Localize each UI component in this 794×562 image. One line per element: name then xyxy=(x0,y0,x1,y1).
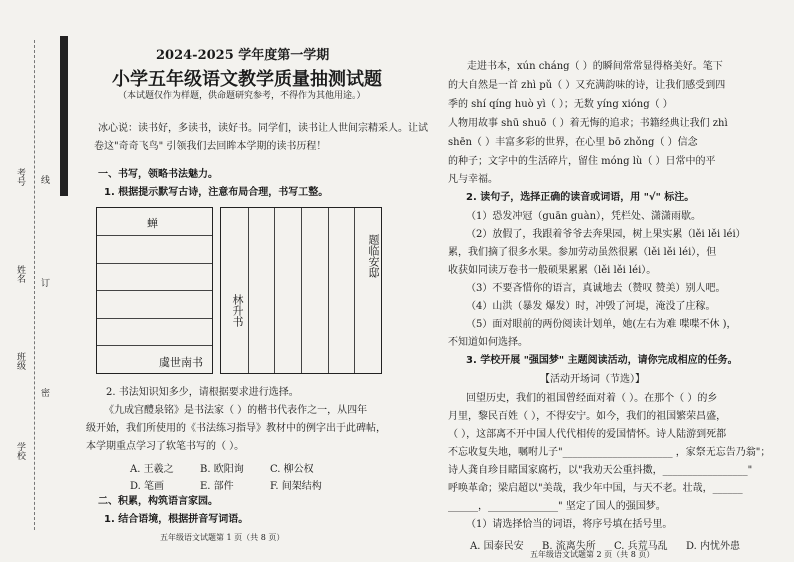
activity-line-5: 诗人龚自珍目睹国家腐朽，以"我劝天公重抖擞，_________________" xyxy=(448,465,753,476)
sentence-5-line-2: 不知道如何选择。 xyxy=(448,337,528,348)
writing-grid-poem-2[interactable] xyxy=(220,207,382,374)
page-1-footer: 五年级语文试题第 1 页（共 8 页） xyxy=(160,533,285,542)
section-2-heading: 二、积累，构筑语言家园。 xyxy=(98,496,218,507)
sentence-1: （1）恐发冲冠（guān guàn），凭栏处、潇潇雨歇。 xyxy=(466,211,702,222)
activity-line-6: 呼唤革命；梁启超以"美哉，我少年中国，与天不老。壮哉，______ xyxy=(448,483,743,494)
question-3-prompt: 3. 学校开展 "强国梦" 主题阅读活动，请你完成相应的任务。 xyxy=(466,355,738,366)
option-c[interactable]: C. 柳公权 xyxy=(270,464,314,475)
pinyin-para-line-3: 季的 shí qíng huò yì（ ）；无数 yíng xióng（ ） xyxy=(448,99,673,110)
exam-note: （本试题仅作为样题，供命题研究参考，不得作为其他用途。） xyxy=(118,91,366,101)
option-a[interactable]: A. 国泰民安 xyxy=(470,541,524,552)
sentence-3: （3）不要吝惜你的语言，真诚地去（赞叹 赞美）别人吧。 xyxy=(466,283,726,294)
option-d[interactable]: D. 内忧外患 xyxy=(686,541,741,552)
class-label: 班级 xyxy=(15,352,25,370)
poem-1-author: 虞世南书 xyxy=(159,356,203,369)
option-a[interactable]: A. 王羲之 xyxy=(130,464,174,475)
exam-title: 小学五年级语文教学质量抽测试题 xyxy=(112,69,382,90)
name-label: 姓名 xyxy=(15,265,25,283)
sentence-2-line-2: 累，我们摘了很多水果。参加劳动虽然很累（lěi lěi léi），但 xyxy=(448,247,717,258)
exam-number-label: 考号 xyxy=(15,168,25,186)
grid-row-line xyxy=(97,290,212,291)
pinyin-para-line-4: 人物用故事 shū shuō（ ）着无悔的追求；书籍经典让我们 zhì xyxy=(448,118,728,129)
question-2-line-2: 级开始，我们所使用的《书法练习指导》教材中的例字出于此碑帖， xyxy=(86,423,386,434)
poem-2-title: 题临安邸 xyxy=(367,234,380,278)
option-f[interactable]: F. 间架结构 xyxy=(270,481,322,492)
pinyin-para-line-2: 的大自然是一首 zhì pǔ（ ）又充满韵味的诗，让我们感受到四 xyxy=(448,80,726,91)
pinyin-para-line-6: 的种子；文字中的生活碎片，留住 móng lù（ ）日常中的平 xyxy=(448,156,716,167)
activity-line-7: ______，______________" 坚定了国人的强国梦。 xyxy=(448,501,666,512)
option-b[interactable]: B. 欧阳询 xyxy=(200,464,244,475)
activity-line-1: 回望历史，我们的祖国曾经面对着（ ）。在那个（ ）的乡 xyxy=(466,393,718,404)
sentence-2-line-1: （2）放假了，我跟着爷爷去奔果园，树上果实累（lěi lěi léi） xyxy=(466,229,746,240)
fold-line xyxy=(34,40,35,530)
option-e[interactable]: E. 部件 xyxy=(200,481,234,492)
line-mark-ding: 订 xyxy=(39,278,49,287)
intro-line-1: 冰心说：读书好，多读书，读好书。同学们，读书让人世间宗精采人。让试 xyxy=(98,123,428,134)
intro-line-2: 卷这"奇奇飞鸟" 引领我们去回眸本学期的读书历程！ xyxy=(94,141,327,152)
grid-col-line xyxy=(248,208,249,373)
option-d[interactable]: D. 笔画 xyxy=(130,481,165,492)
margin-black-bar xyxy=(60,36,68,196)
poem-2-author: 林升书 xyxy=(231,294,244,327)
poem-1-title: 蝉 xyxy=(147,217,158,230)
grid-row-line xyxy=(97,318,212,319)
pinyin-para-line-7: 凡与幸福。 xyxy=(448,174,498,185)
section-1-heading: 一、书写，领略书法魅力。 xyxy=(98,169,218,180)
activity-line-4: 不忘收复失地，嘱咐儿子"______________________ ，家祭无忘告乃翁"； xyxy=(448,447,771,458)
page-2-footer: 五年级语文试题第 2 页（共 8 页） xyxy=(530,550,655,559)
grid-row-line xyxy=(97,345,212,346)
grid-col-line xyxy=(354,208,355,373)
activity-line-2: 月里，黎民百姓（ ），不得安宁。如今，我们的祖国繁荣昌盛， xyxy=(448,411,727,422)
grid-col-line xyxy=(301,208,302,373)
grid-row-line xyxy=(97,263,212,264)
question-2-line-3: 本学期重点学习了软笔书写的（ ）。 xyxy=(86,441,245,452)
activity-heading: 【活动开场词（节选）】 xyxy=(540,374,645,385)
school-label: 学校 xyxy=(15,442,25,460)
activity-question-1: （1）请选择恰当的词语，将序号填在括号里。 xyxy=(466,519,673,530)
sentence-4: （4）山洪（暴发 爆发）时，冲毁了河堤，淹没了庄稼。 xyxy=(466,301,716,312)
option-b[interactable]: B. 流离失所 xyxy=(542,541,596,552)
sentence-2-line-3: 收获如同读万卷书一般硕果累累（lěi lěi léi）。 xyxy=(448,265,657,276)
writing-grid-poem-1[interactable] xyxy=(96,207,213,374)
question-2-reading-prompt: 2. 读句子，选择正确的读音或词语，用 "√" 标注。 xyxy=(466,192,695,203)
section-2-question-1: 1. 结合语境，根据拼音写词语。 xyxy=(104,514,249,525)
activity-line-3: （ ），这部离不开中国人代代相传的爱国情怀。诗人陆游到死都 xyxy=(448,429,727,440)
year-heading: 2024-2025 学年度第一学期 xyxy=(156,48,330,63)
grid-col-line xyxy=(274,208,275,373)
sentence-5-line-1: （5）面对眼前的两份阅读计划单，她(左右为难 喋喋不休 )， xyxy=(466,319,737,330)
pinyin-para-line-1: 走进书本，xún cháng（ ）的瞬间常常显得格美好。笔下 xyxy=(467,61,723,72)
question-2-line-1: 《九成宫醴泉铭》是书法家（ ）的楷书代表作之一，从四年 xyxy=(104,405,368,416)
option-c[interactable]: C. 兵荒马乱 xyxy=(614,541,668,552)
pinyin-para-line-5: shēn（ ）丰富多彩的世界，在心里 bō zhǒng（ ）信念 xyxy=(448,137,698,148)
question-1-prompt: 1. 根据提示默写古诗，注意布局合理，书写工整。 xyxy=(104,187,329,198)
grid-row-line xyxy=(97,235,212,236)
line-mark-mi: 密 xyxy=(39,388,49,397)
line-mark-xian: 线 xyxy=(39,175,49,184)
question-2-prompt: 2. 书法知识知多少，请根据要求进行选择。 xyxy=(106,387,299,398)
grid-col-line xyxy=(328,208,329,373)
